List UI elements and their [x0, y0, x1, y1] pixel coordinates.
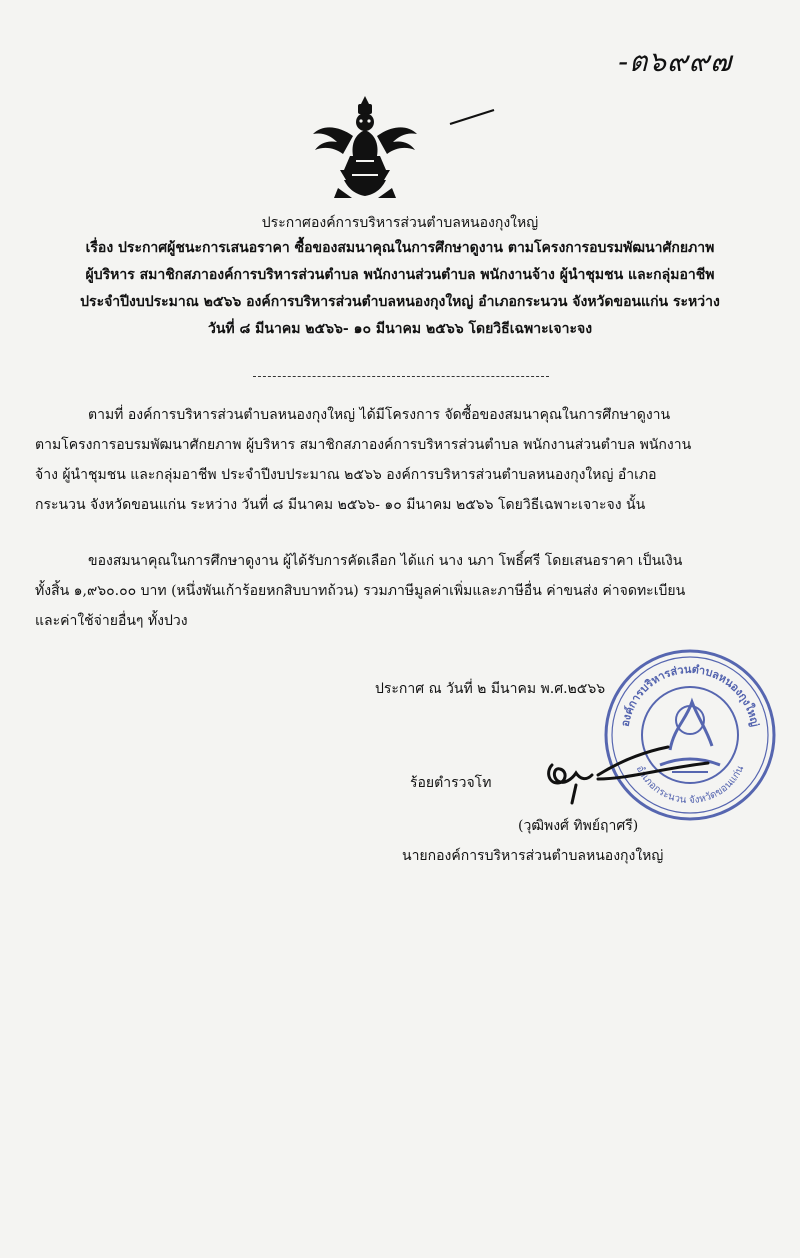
paragraph-2-line-1: ของสมนาคุณในการศึกษาดูงาน ผู้ได้รับการคัดเลือก ได้แก่ นาง นภา โพธิ์ศรี โดยเสนอราคา เป็นเงิน: [88, 553, 683, 569]
seal-text-bottom: อำเภอกระนวน จังหวัดขอนแก่น: [633, 763, 747, 807]
paragraph-1-line-1: ตามที่ องค์การบริหารส่วนตำบลหนองกุงใหญ่ ได้มีโครงการ จัดซื้อของสมนาคุณในการศึกษาดูงาน: [88, 407, 671, 423]
handwritten-number: -ต๖๙๙๗: [618, 45, 733, 78]
announcement-date: ประกาศ ณ วันที่ ๒ มีนาคม พ.ศ.๒๕๖๖: [375, 681, 606, 697]
signer-title: นายกองค์การบริหารส่วนตำบลหนองกุงใหญ่: [402, 848, 664, 864]
paragraph-2-line-3: และค่าใช้จ่ายอื่นๆ ทั้งปวง: [35, 613, 188, 629]
paragraph-2-line-2: ทั้งสิ้น ๑,๙๖๐.๐๐ บาท (หนึ่งพันเก้าร้อยหกสิบบาทถ้วน) รวมภาษีมูลค่าเพิ่มและภาษีอื่น ค่าขนส่ง ค่าจดทะเบียน: [35, 583, 686, 599]
seal-text-top: องค์การบริหารส่วนตำบลหนองกุงใหญ่: [618, 662, 762, 728]
signer-name: (วุฒิพงศ์ ทิพย์ฤาศรี): [518, 818, 639, 834]
paragraph-1-line-4: กระนวน จังหวัดขอนแก่น ระหว่าง วันที่ ๘ มีนาคม ๒๕๖๖- ๑๐ มีนาคม ๒๕๖๖ โดยวิธีเฉพาะเจาะจง นั้น: [35, 497, 646, 513]
announcement-org-title: ประกาศองค์การบริหารส่วนตำบลหนองกุงใหญ่: [261, 215, 539, 231]
garuda-emblem-icon: [310, 92, 420, 202]
paragraph-1-line-2: ตามโครงการอบรมพัฒนาศักยภาพ ผู้บริหาร สมาชิกสภาองค์การบริหารส่วนตำบล พนักงานส่วนตำบล พนักงาน: [35, 437, 692, 453]
pen-stroke-mark: [448, 108, 496, 126]
dashed-divider: [253, 376, 549, 377]
signer-rank: ร้อยตำรวจโท: [410, 775, 492, 791]
subject-line-3: ประจำปีงบประมาณ ๒๕๖๖ องค์การบริหารส่วนตำบลหนองกุงใหญ่ อำเภอกระนวน จังหวัดขอนแก่น ระหว่าง: [80, 294, 720, 310]
subject-line-4: วันที่ ๘ มีนาคม ๒๕๖๖- ๑๐ มีนาคม ๒๕๖๖ โดยวิธีเฉพาะเจาะจง: [207, 321, 593, 337]
subject-line-1: เรื่อง ประกาศผู้ชนะการเสนอราคา ซื้อของสมนาคุณในการศึกษาดูงาน ตามโครงการอบรมพัฒนาศักยภาพ: [85, 240, 715, 256]
paragraph-1-line-3: จ้าง ผู้นำชุมชน และกลุ่มอาชีพ ประจำปีงบประมาณ ๒๕๖๖ องค์การบริหารส่วนตำบลหนองกุงใหญ่ อำเภอ: [35, 467, 657, 483]
handwritten-signature: [540, 745, 740, 815]
subject-line-2: ผู้บริหาร สมาชิกสภาองค์การบริหารส่วนตำบล พนักงานส่วนตำบล พนักงานจ้าง ผู้นำชุมชน และกลุ่มอาชีพ: [85, 267, 715, 283]
